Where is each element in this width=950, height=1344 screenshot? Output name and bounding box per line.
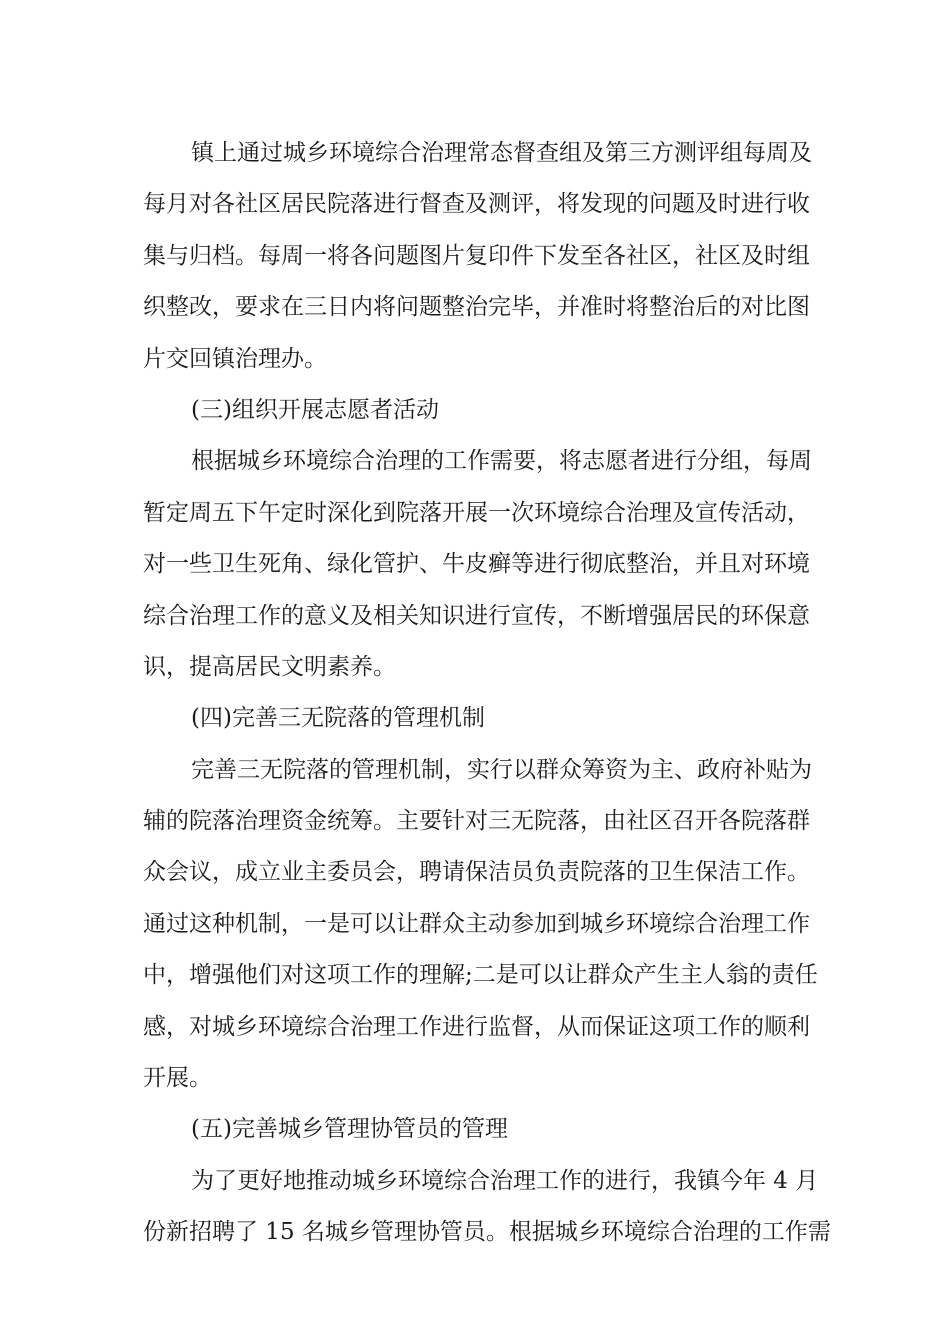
paragraph-line: 份新招聘了 15 名城乡管理协管员。根据城乡环境综合治理的工作需	[143, 1219, 831, 1246]
paragraph-line: 对一些卫生死角、绿化管护、牛皮癣等进行彻底整治，并且对环境	[143, 551, 810, 578]
section-heading: (五)完善城乡管理协管员的管理	[191, 1116, 508, 1143]
paragraph-line: 每月对各社区居民院落进行督查及测评，将发现的问题及时进行收	[143, 191, 810, 218]
paragraph-line: 综合治理工作的意义及相关知识进行宣传，不断增强居民的环保意	[143, 602, 810, 629]
paragraph-line: 开展。	[143, 1065, 212, 1092]
paragraph-line: 镇上通过城乡环境综合治理常态督查组及第三方测评组每周及	[191, 140, 812, 166]
paragraph-line: 集与归档。每周一将各问题图片复印件下发至各社区，社区及时组	[143, 242, 810, 269]
paragraph-line: 众会议，成立业主委员会，聘请保洁员负责院落的卫生保洁工作。	[143, 859, 810, 886]
document-body	[143, 128, 831, 1259]
paragraph-line: 根据城乡环境综合治理的工作需要，将志愿者进行分组，每周	[191, 448, 812, 475]
paragraph-line: 中，增强他们对这项工作的理解;二是可以让群众产生主人翁的责任	[143, 962, 818, 989]
paragraph-line: 识，提高居民文明素养。	[143, 653, 396, 680]
section-heading: (三)组织开展志愿者活动	[191, 396, 439, 423]
paragraph-line: 为了更好地推动城乡环境综合治理工作的进行，我镇今年 4 月	[191, 1167, 819, 1194]
paragraph-line: 片交回镇治理办。	[143, 345, 327, 372]
paragraph-line: 感，对城乡环境综合治理工作进行监督，从而保证这项工作的顺利	[143, 1013, 810, 1040]
paragraph-line: 辅的院落治理资金统筹。主要针对三无院落，由社区召开各院落群	[143, 808, 810, 835]
paragraph-line: 织整改，要求在三日内将问题整治完毕，并准时将整治后的对比图	[143, 294, 810, 321]
section-heading: (四)完善三无院落的管理机制	[191, 705, 485, 732]
paragraph-line: 完善三无院落的管理机制，实行以群众筹资为主、政府补贴为	[191, 756, 812, 783]
paragraph-line: 暂定周五下午定时深化到院落开展一次环境综合治理及宣传活动，	[143, 499, 810, 526]
paragraph-line: 通过这种机制，一是可以让群众主动参加到城乡环境综合治理工作	[143, 910, 810, 937]
